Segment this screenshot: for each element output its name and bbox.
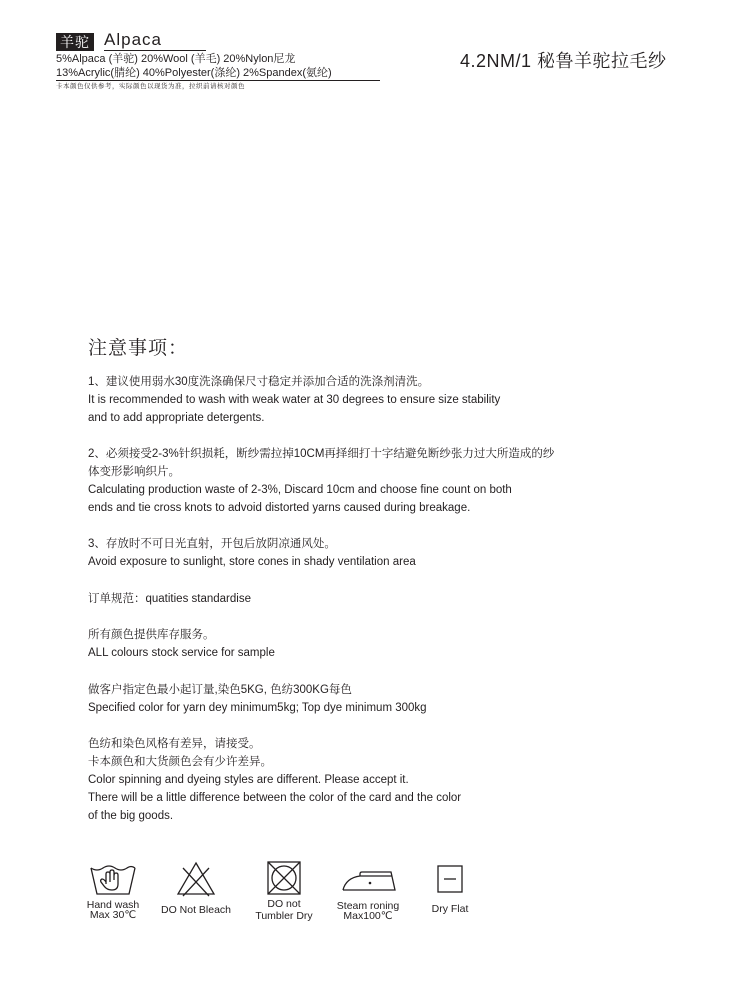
brand-underline (104, 50, 206, 51)
dry-flat-label: Dry Flat (431, 903, 469, 915)
notes-heading: 注意事项： (88, 338, 189, 359)
hand-wash-label-2: Max 30℃ (89, 909, 137, 921)
note-2-en-1: Calculating production waste of 2-3%, Discard 10cm and choose fine count on both (88, 484, 512, 496)
composition-line-1: 5%Alpaca (羊驼) 20%Wool (羊毛) 20%Nylon尼龙 (56, 53, 296, 65)
stock-service-en: ALL colours stock service for sample (88, 647, 275, 659)
order-spec: 订单规范：quatities standardise (88, 593, 251, 605)
difference-zh-2: 卡本颜色和大货颜色会有少许差异。 (88, 756, 272, 768)
note-3-zh: 3、存放时不可日光直射，开包后放阴凉通风处。 (88, 538, 336, 550)
difference-en-1: Color spinning and dyeing styles are different. Please accept it. (88, 774, 409, 786)
do-not-bleach-icon (175, 860, 217, 898)
note-2-zh-1: 2、必须接受2-3%针织损耗，断纱需拉掉10CM再择细打十字结避免断纱张力过大所造成的纱 (88, 448, 555, 460)
hand-wash-label-1: Hand wash (86, 899, 140, 911)
hand-wash-icon (88, 860, 138, 898)
steam-ironing-label-1: Steam roning (336, 900, 400, 912)
product-title: 4.2NM/1 秘鲁羊驼拉毛纱 (460, 51, 667, 71)
note-3-en: Avoid exposure to sunlight, store cones in shady ventilation area (88, 556, 416, 568)
moq-en: Specified color for yarn dey minimum5kg; Top dye minimum 300kg (88, 702, 427, 714)
note-1-en-1: It is recommended to wash with weak water at 30 degrees to ensure size stability (88, 394, 501, 406)
composition-underline (56, 80, 380, 81)
note-2-zh-2: 体变形影响织片。 (88, 466, 180, 478)
composition-line-2: 13%Acrylic(腈纶) 40%Polyester(涤纶) 2%Spandex(氨纶) (56, 67, 332, 79)
brand-chinese-label: 羊驼 (56, 33, 94, 51)
steam-ironing-icon (340, 866, 398, 894)
do-not-bleach-label: DO Not Bleach (160, 904, 232, 916)
color-disclaimer: 卡本颜色仅供参考，实际颜色以现货为准，拉织前请核对颜色 (56, 83, 245, 90)
note-2-en-2: ends and tie cross knots to advoid distorted yarns caused during breakage. (88, 502, 471, 514)
note-1-en-2: and to add appropriate detergents. (88, 412, 265, 424)
do-not-tumble-dry-label-1: DO not (267, 898, 301, 910)
difference-en-2: There will be a little difference between the color of the card and the color (88, 792, 462, 804)
difference-en-3: of the big goods. (88, 810, 174, 822)
dry-flat-icon (436, 864, 464, 894)
stock-service-zh: 所有颜色提供库存服务。 (88, 629, 215, 641)
do-not-tumble-dry-icon (266, 860, 302, 896)
difference-zh-1: 色纺和染色风格有差异，请接受。 (88, 738, 261, 750)
do-not-tumble-dry-label-2: Tumbler Dry (255, 910, 313, 922)
brand-name: Alpaca (104, 30, 162, 49)
note-1-zh: 1、建议使用弱水30度洗涤确保尺寸稳定并添加合适的洗涤剂清洗。 (88, 376, 430, 388)
steam-ironing-label-2: Max100℃ (343, 910, 393, 922)
moq-zh: 做客户指定色最小起订量,染色5KG, 色纺300KG每色 (88, 684, 352, 696)
